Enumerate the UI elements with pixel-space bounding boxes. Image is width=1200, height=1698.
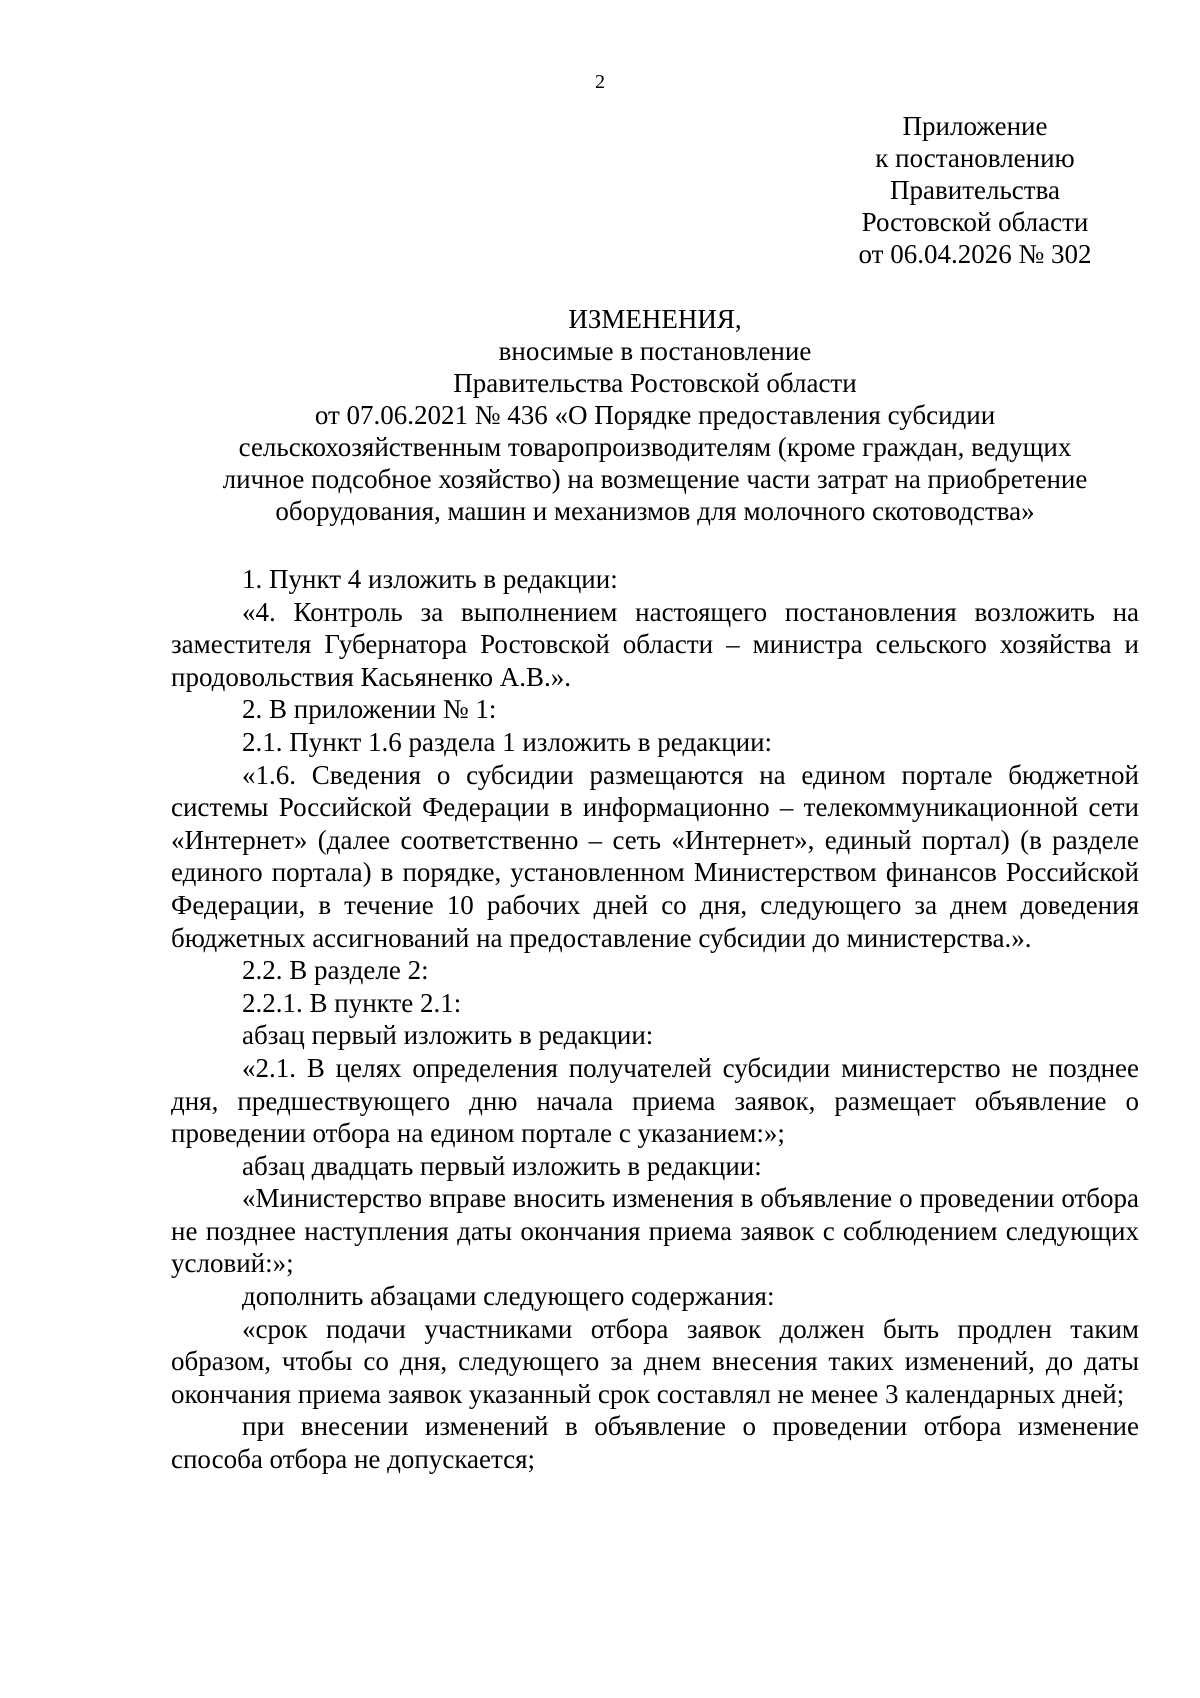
heading-line: оборудования, машин и механизмов для молочного скотоводства» [275, 496, 1035, 526]
body-paragraph: «срок подачи участниками отбора заявок должен быть продлен таким образом, чтобы со дня, следующего за днем внесения таких изменений, до даты окончания приема заявок указанный срок составлял не менее 3 календарных дней; [171, 1313, 1139, 1409]
body-paragraph: дополнить абзацами следующего содержания: [242, 1281, 775, 1312]
heading-line: сельскохозяйственным товаропроизводителям (кроме граждан, ведущих [238, 432, 1072, 462]
document-heading [165, 303, 1145, 527]
heading-line: личное подсобное хозяйство) на возмещение части затрат на приобретение [222, 464, 1088, 494]
appendix-line: к постановлению [875, 143, 1075, 173]
body-paragraph: «Министерство вправе вносить изменения в объявление о проведении отбора не позднее наступления даты окончания приема заявок с соблюдением следующих условий:»; [171, 1183, 1139, 1279]
body-paragraph: «2.1. В целях определения получателей субсидии министерство не позднее дня, предшествующего дню начала приема заявок, размещает объявление о проведении отбора на едином портале с указанием:»; [171, 1052, 1139, 1149]
heading-line: от 07.06.2021 № 436 «О Порядке предоставления субсидии [314, 400, 996, 430]
body-paragraph: при внесении изменений в объявление о проведении отбора изменение способа отбора не допускается; [171, 1411, 1139, 1475]
heading-line: Правительства Ростовской области [453, 368, 857, 398]
body-paragraph: 2.2.1. В пункте 2.1: [242, 987, 462, 1018]
appendix-block [820, 110, 1130, 270]
appendix-line: от 06.04.2026 № 302 [858, 239, 1092, 269]
body-paragraph: 1. Пункт 4 изложить в редакции: [242, 564, 618, 594]
body-paragraph: 2. В приложении № 1: [242, 694, 497, 725]
appendix-line: Ростовской области [861, 207, 1089, 237]
heading-title: ИЗМЕНЕНИЯ, [568, 304, 742, 334]
document-body [171, 563, 1139, 1476]
body-paragraph: «4. Контроль за выполнением настоящего постановления возложить на заместителя Губернатора Ростовской области – министра сельского хозяйства и продовольствия Касьяненко А.В.». [171, 596, 1139, 692]
body-paragraph: 2.1. Пункт 1.6 раздела 1 изложить в редакции: [242, 726, 773, 757]
body-paragraph: 2.2. В разделе 2: [242, 955, 429, 986]
appendix-line: Приложение [902, 111, 1048, 141]
body-paragraph: «1.6. Сведения о субсидии размещаются на едином портале бюджетной системы Российской Федерации в информационно – телекоммуникационной сети «Интернет» (далее соответственно – сеть «Интернет», единый портал) (в разделе единого портала) в порядке, установленном Министерством финансов Российской Федерации, в течение 10 рабочих дней со дня, следующего за днем доведения бюджетных ассигнований на предоставление субсидии до министерства.». [171, 759, 1139, 953]
page-number: 2 [595, 71, 605, 93]
heading-line: вносимые в постановление [498, 336, 812, 366]
body-paragraph: абзац двадцать первый изложить в редакции: [242, 1150, 762, 1181]
appendix-line: Правительства [890, 175, 1060, 205]
body-paragraph: абзац первый изложить в редакции: [242, 1020, 654, 1051]
